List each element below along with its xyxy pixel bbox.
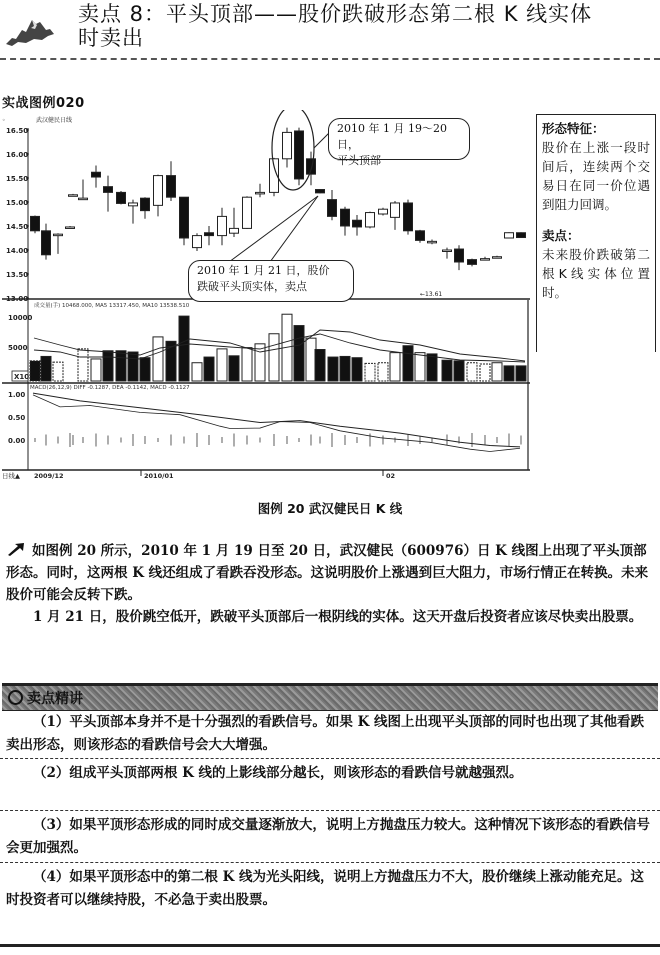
x-tick-2009-12: 2009/12 [34, 472, 64, 480]
stock-label: 武汉健民日线 [36, 117, 73, 124]
svg-text:14.50: 14.50 [6, 223, 29, 231]
point-3 [6, 814, 656, 860]
stock-chart [0, 110, 530, 490]
svg-text:1.00: 1.00 [8, 391, 26, 399]
sell-point-text: 未来股价跌破第二根K线实体位置时。 [542, 247, 650, 300]
section-title: 卖点精讲 [27, 691, 83, 707]
pattern-feature-box [536, 114, 656, 352]
point-4 [6, 866, 656, 912]
volume-header: 成交量(手) 10468.000, MA5 13317.450, MA10 13538.510 [34, 303, 190, 309]
flat-top-highlight [272, 110, 314, 190]
svg-text:16.50: 16.50 [6, 127, 29, 135]
mountain-logo-icon [4, 14, 56, 48]
callout-flat-top-line1: 2010 年 1 月 19～20 日， [337, 122, 447, 151]
callout-flat-top [328, 118, 470, 167]
bottom-divider [0, 944, 660, 947]
figure-caption: 图例 20 武汉健民日 K 线 [257, 501, 403, 516]
svg-text:0.00: 0.00 [8, 437, 26, 445]
point-1 [6, 711, 656, 757]
point-2 [6, 762, 656, 785]
feature-text: 股价在上涨一段时间后，连续两个交易日在同一价位遇到阻力回调。 [542, 140, 650, 212]
body-text [6, 540, 656, 628]
title-line-1: 卖点 8：平头顶部——股价跌破形态第二根 K 线实体 [78, 2, 593, 26]
point-divider [0, 810, 660, 811]
point-divider [0, 758, 660, 759]
point-divider [0, 862, 660, 863]
page-title [78, 2, 592, 50]
point-3-text: （3）如果平顶形态形成的同时成交量逐渐放大，说明上方抛盘压力较大。这种情况下该形态的看跌信号会更加强烈。 [6, 817, 650, 856]
point-2-text: （2）组成平头顶部两根 K 线的上影线部分越长，则该形态的看跌信号就越强烈。 [33, 765, 523, 781]
svg-text:13.50: 13.50 [6, 271, 29, 279]
callout-sell-point-line1: 2010 年 1 月 21 日，股价 [197, 264, 330, 277]
arrow-bullet-icon [6, 542, 26, 556]
section-header [2, 683, 658, 711]
callout-sell-point [188, 260, 354, 302]
title-line-2: 时卖出 [78, 26, 144, 50]
svg-text:13.00: 13.00 [6, 295, 29, 303]
macd-header: MACD(26,12,9) DIFF -0.1287, DEA -0.1142, MACD -0.1127 [30, 385, 190, 391]
svg-text:15.50: 15.50 [6, 175, 29, 183]
callout-sell-point-line2: 跌破平头顶实体，卖点 [197, 280, 307, 293]
point-4-text: （4）如果平顶形态中的第二根 K 线为光头阳线，说明上方抛盘压力不大，股价继续上涨动能充足。这时投资者可以继续持股，不必急于卖出股票。 [6, 869, 645, 908]
sell-point-heading: 卖点： [542, 228, 580, 243]
svg-text:15.00: 15.00 [6, 199, 29, 207]
volume-unit: X10 [14, 373, 30, 381]
svg-text:5000: 5000 [8, 344, 28, 352]
callout-flat-top-line2: 平头顶部 [337, 154, 381, 167]
figure-label: 实战图例020 [2, 96, 85, 111]
title-divider [0, 58, 660, 60]
x-tick-02: 02 [386, 472, 396, 480]
x-axis-left-label: 日线▲ [2, 472, 20, 480]
svg-text:10000: 10000 [8, 314, 33, 322]
low-price-marker: ←13.61 [420, 291, 443, 298]
paragraph-2: 1 月 21 日，股价跳空低开，跌破平头顶部后一根阴线的实体。这天开盘后投资者应该尽快卖出股票。 [33, 609, 643, 625]
svg-text:14.00: 14.00 [6, 247, 29, 255]
svg-text:0.50: 0.50 [8, 414, 26, 422]
feature-heading: 形态特征： [542, 121, 605, 136]
svg-text:16.00: 16.00 [6, 151, 29, 159]
point-1-text: （1）平头顶部本身并不是十分强烈的看跌信号。如果 K 线图上出现平头顶部的同时也出现了其他看跌卖出形态，则该形态的看跌信号会大大增强。 [6, 714, 645, 753]
svg-text:◦: ◦ [2, 117, 6, 124]
x-tick-2010-01: 2010/01 [144, 472, 174, 480]
paragraph-1: 如图例 20 所示，2010 年 1 月 19 日至 20 日，武汉健民（600976）日 K 线图上出现了平头顶部形态。同时，这两根 K 线还组成了看跌吞没形态。这说明股价上涨遇到巨大阻力，市场行情正在转换。未来股价可能会反转下跌。 [6, 543, 649, 603]
circle-bullet-icon [8, 690, 23, 705]
